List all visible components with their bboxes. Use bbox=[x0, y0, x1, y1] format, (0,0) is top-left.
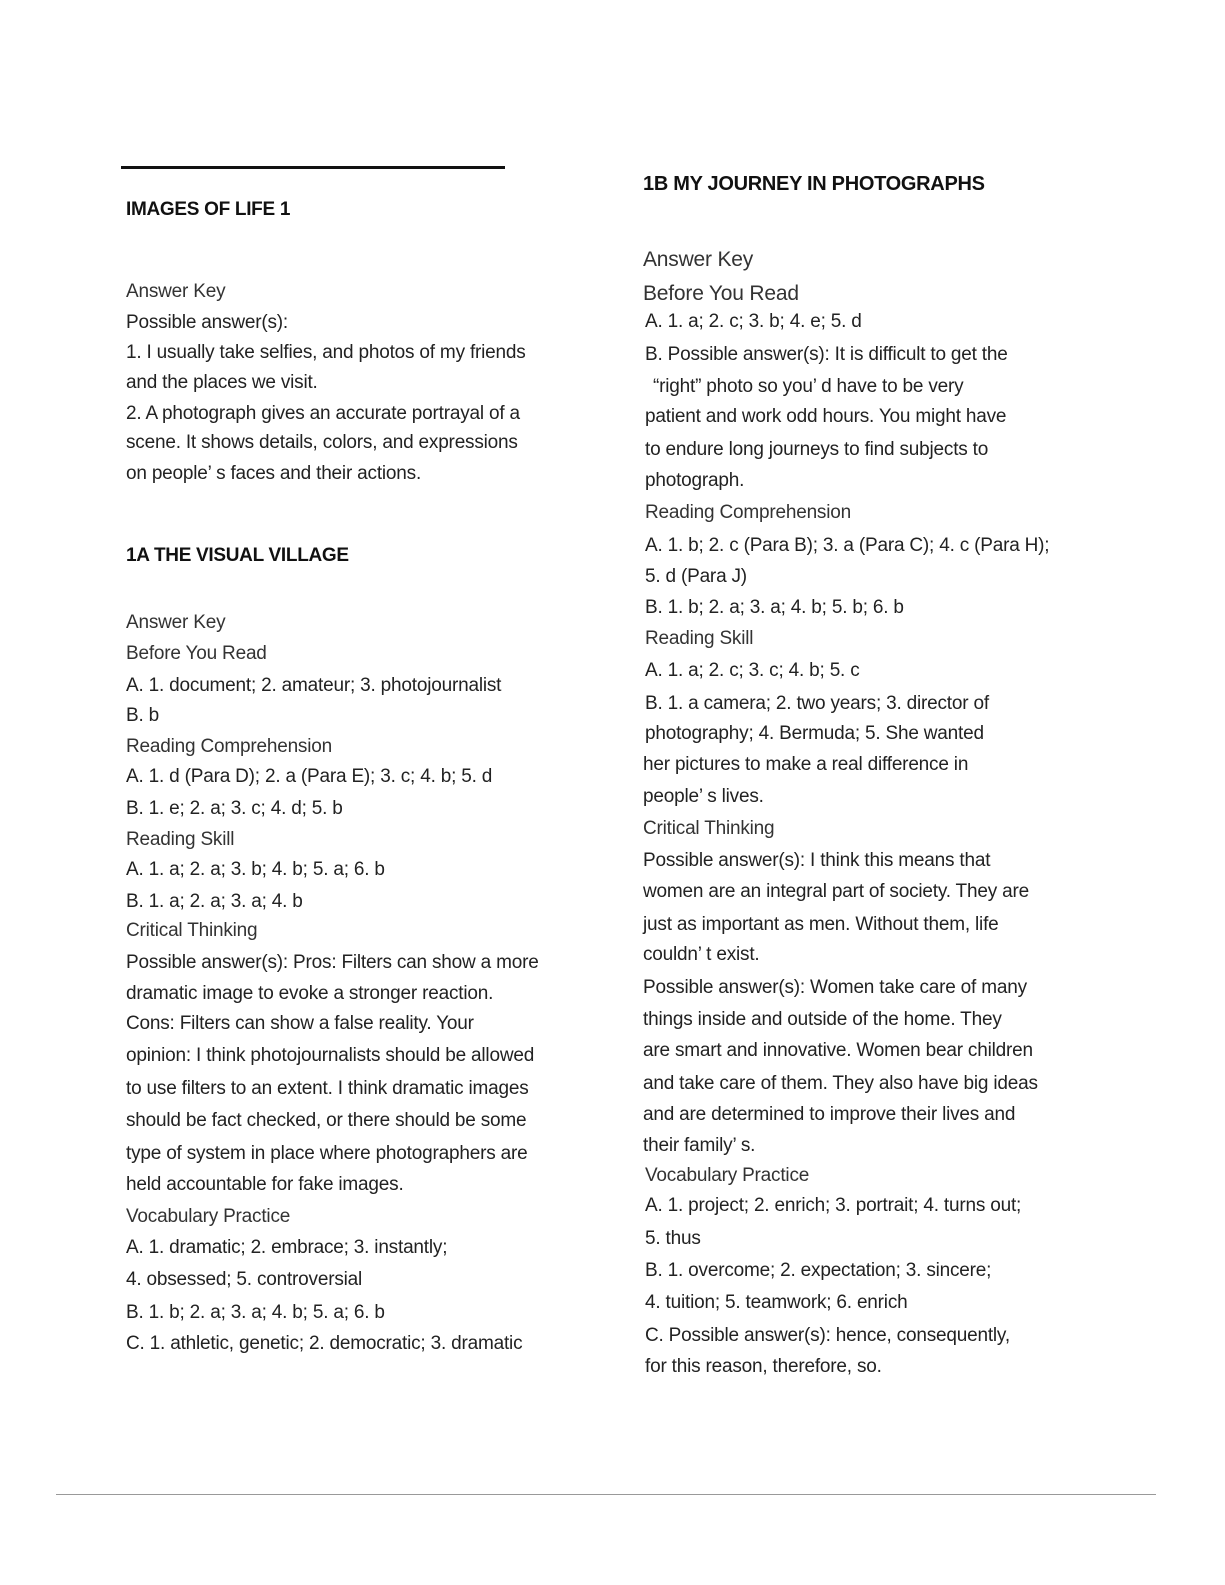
vocabulary-practice-label: Vocabulary Practice bbox=[126, 1206, 291, 1227]
section-title-visual-village: 1A THE VISUAL VILLAGE bbox=[126, 545, 349, 566]
before-you-read-label: Before You Read bbox=[643, 282, 799, 305]
answer-text: patient and work odd hours. You might have bbox=[645, 406, 1007, 427]
answer-text: women are an integral part of society. They are bbox=[643, 881, 1029, 902]
answer-text: scene. It shows details, colors, and expressions bbox=[126, 432, 518, 453]
answer-text: B. 1. b; 2. a; 3. a; 4. b; 5. a; 6. b bbox=[126, 1302, 385, 1323]
vocabulary-practice-label: Vocabulary Practice bbox=[645, 1165, 810, 1186]
section-title-images-of-life: IMAGES OF LIFE 1 bbox=[126, 199, 291, 220]
answer-text: Possible answer(s): Pros: Filters can show a more bbox=[126, 952, 539, 973]
answer-text: and the places we visit. bbox=[126, 372, 318, 393]
answer-text: B. 1. b; 2. a; 3. a; 4. b; 5. b; 6. b bbox=[645, 597, 904, 618]
answer-text: held accountable for fake images. bbox=[126, 1174, 404, 1195]
answer-text: and are determined to improve their lives and bbox=[643, 1104, 1016, 1125]
answer-text: photograph. bbox=[645, 470, 745, 491]
answer-text: opinion: I think photojournalists should be allowed bbox=[126, 1045, 535, 1066]
answer-text: their family’ s. bbox=[643, 1135, 756, 1156]
critical-thinking-label: Critical Thinking bbox=[643, 818, 775, 839]
footer-rule bbox=[56, 1494, 1156, 1495]
answer-text: A. 1. document; 2. amateur; 3. photojournalist bbox=[126, 675, 502, 696]
answer-text: for this reason, therefore, so. bbox=[645, 1356, 882, 1377]
answer-text: and take care of them. They also have big ideas bbox=[643, 1073, 1038, 1094]
answer-text: 2. A photograph gives an accurate portrayal of a bbox=[126, 403, 520, 424]
answer-text: A. 1. a; 2. c; 3. b; 4. e; 5. d bbox=[645, 311, 862, 332]
critical-thinking-label: Critical Thinking bbox=[126, 920, 258, 941]
answer-text: C. Possible answer(s): hence, consequently, bbox=[645, 1325, 1010, 1346]
answer-text: things inside and outside of the home. They bbox=[643, 1009, 1002, 1030]
answer-text: A. 1. d (Para D); 2. a (Para E); 3. c; 4. b; 5. d bbox=[126, 766, 493, 787]
answer-key-label: Answer Key bbox=[643, 248, 754, 271]
answer-text: Possible answer(s): Women take care of many bbox=[643, 977, 1027, 998]
answer-text: 5. d (Para J) bbox=[645, 566, 747, 587]
reading-comprehension-label: Reading Comprehension bbox=[126, 736, 332, 757]
answer-text: B. 1. e; 2. a; 3. c; 4. d; 5. b bbox=[126, 798, 343, 819]
answer-text: B. 1. a camera; 2. two years; 3. director of bbox=[645, 693, 989, 714]
answer-text: 4. obsessed; 5. controversial bbox=[126, 1269, 363, 1290]
answer-text: on people’ s faces and their actions. bbox=[126, 463, 422, 484]
reading-comprehension-label: Reading Comprehension bbox=[645, 502, 851, 523]
answer-text: C. 1. athletic, genetic; 2. democratic; 3. dramatic bbox=[126, 1333, 523, 1354]
top-rule bbox=[121, 166, 505, 169]
possible-answers-label: Possible answer(s): bbox=[126, 312, 288, 333]
answer-key-label: Answer Key bbox=[126, 281, 226, 302]
reading-skill-label: Reading Skill bbox=[126, 829, 235, 850]
answer-text: B. Possible answer(s): It is difficult to get the bbox=[645, 344, 1008, 365]
answer-text: type of system in place where photographers are bbox=[126, 1143, 528, 1164]
answer-text: A. 1. b; 2. c (Para B); 3. a (Para C); 4. c (Para H); bbox=[645, 535, 1050, 556]
answer-text: B. b bbox=[126, 705, 159, 726]
answer-text: just as important as men. Without them, life bbox=[643, 914, 999, 935]
answer-text: couldn’ t exist. bbox=[643, 944, 760, 965]
before-you-read-label: Before You Read bbox=[126, 643, 267, 664]
answer-text: A. 1. project; 2. enrich; 3. portrait; 4. turns out; bbox=[645, 1195, 1022, 1216]
answer-text: to use filters to an extent. I think dramatic images bbox=[126, 1078, 529, 1099]
answer-text: 5. thus bbox=[645, 1228, 701, 1249]
answer-text: A. 1. dramatic; 2. embrace; 3. instantly; bbox=[126, 1237, 448, 1258]
answer-text: 1. I usually take selfies, and photos of my friends bbox=[126, 342, 526, 363]
answer-text: A. 1. a; 2. a; 3. b; 4. b; 5. a; 6. b bbox=[126, 859, 385, 880]
answer-text: Possible answer(s): I think this means that bbox=[643, 850, 991, 871]
answer-text: A. 1. a; 2. c; 3. c; 4. b; 5. c bbox=[645, 660, 860, 681]
reading-skill-label: Reading Skill bbox=[645, 628, 754, 649]
answer-key-label: Answer Key bbox=[126, 612, 226, 633]
answer-text: should be fact checked, or there should be some bbox=[126, 1110, 527, 1131]
answer-text: B. 1. a; 2. a; 3. a; 4. b bbox=[126, 891, 303, 912]
answer-text: people’ s lives. bbox=[643, 786, 764, 807]
answer-text: dramatic image to evoke a stronger reaction. bbox=[126, 983, 494, 1004]
answer-text: B. 1. overcome; 2. expectation; 3. sincere; bbox=[645, 1260, 992, 1281]
answer-text: are smart and innovative. Women bear children bbox=[643, 1040, 1033, 1061]
answer-text: 4. tuition; 5. teamwork; 6. enrich bbox=[645, 1292, 908, 1313]
section-title-my-journey: 1B MY JOURNEY IN PHOTOGRAPHS bbox=[643, 173, 985, 195]
answer-text: her pictures to make a real difference in bbox=[643, 754, 969, 775]
answer-text: “right” photo so you’ d have to be very bbox=[653, 376, 964, 397]
answer-text: photography; 4. Bermuda; 5. She wanted bbox=[645, 723, 984, 744]
answer-text: Cons: Filters can show a false reality. Your bbox=[126, 1013, 474, 1034]
answer-text: to endure long journeys to find subjects to bbox=[645, 439, 989, 460]
